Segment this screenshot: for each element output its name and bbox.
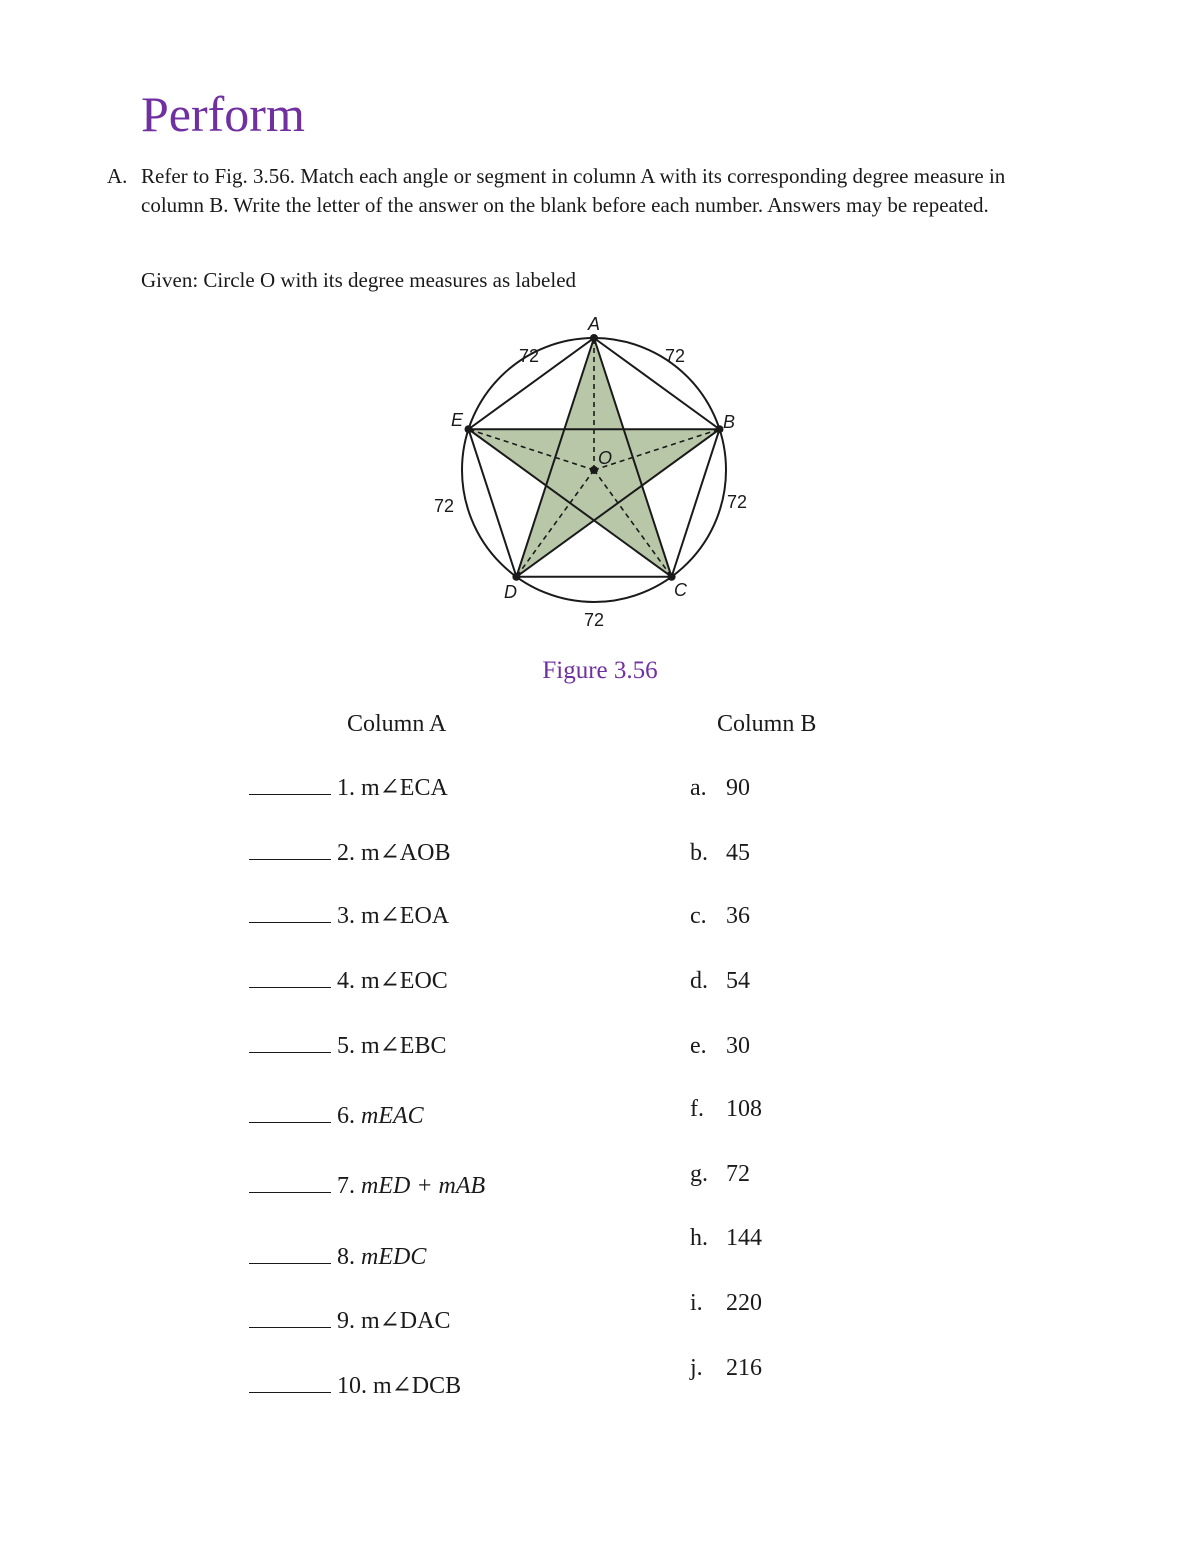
column-a-item: 7. mED + mAB — [249, 1170, 485, 1202]
arc-label-cd: 72 — [584, 610, 605, 630]
arc-label-ea: 72 — [519, 346, 540, 366]
column-b-item: i. 220 — [690, 1290, 762, 1316]
column-b-header: Column B — [717, 711, 817, 737]
column-a-header: Column A — [347, 711, 447, 737]
point-label-a: A — [588, 314, 601, 334]
answer-blank[interactable] — [249, 774, 331, 795]
column-b-item: c. 36 — [690, 903, 750, 929]
circle-star-figure — [430, 306, 770, 646]
figure-caption: Figure 3.56 — [542, 657, 658, 684]
column-b-item: e. 30 — [690, 1033, 750, 1059]
answer-blank[interactable] — [249, 1032, 331, 1053]
column-a-item: 10. m∠DCB — [249, 1370, 461, 1402]
point-label-c: C — [674, 580, 687, 600]
point-label-b: B — [723, 412, 736, 432]
arc-label-ab: 72 — [665, 346, 686, 366]
instructions-text: Refer to Fig. 3.56. Match each angle or segment in column A with its corresponding degree measure in column B. Write the letter of the answer on the blank before each number. Answers may be repeated. — [141, 164, 1006, 217]
column-b-item: b. 45 — [690, 840, 750, 866]
point-label-e: E — [451, 410, 464, 430]
arc-label-bc: 72 — [727, 492, 748, 512]
answer-blank[interactable] — [249, 839, 331, 860]
point-label-o: O — [598, 448, 613, 468]
answer-blank[interactable] — [249, 1243, 331, 1264]
column-b-item: j. 216 — [690, 1355, 762, 1381]
page-heading: Perform — [141, 86, 305, 142]
answer-blank[interactable] — [249, 1307, 331, 1328]
column-a-item: 9. m∠DAC — [249, 1305, 450, 1337]
column-a-item: 6. mEAC — [249, 1100, 424, 1132]
column-b-item: g. 72 — [690, 1161, 750, 1187]
answer-blank[interactable] — [249, 967, 331, 988]
column-a-item: 4. m∠EOC — [249, 965, 448, 997]
column-a-item: 1. m∠ECA — [249, 772, 448, 804]
column-b-item: f. 108 — [690, 1096, 762, 1122]
answer-blank[interactable] — [249, 1102, 331, 1123]
column-a-item: 5. m∠EBC — [249, 1030, 446, 1062]
column-b-item: a. 90 — [690, 775, 750, 801]
answer-blank[interactable] — [249, 902, 331, 923]
item-letter: A. — [107, 164, 128, 188]
column-b-item: h. 144 — [690, 1225, 762, 1251]
arc-label-de: 72 — [434, 496, 455, 516]
column-b-item: d. 54 — [690, 968, 750, 994]
point-label-d: D — [504, 582, 517, 602]
column-a-item: 3. m∠EOA — [249, 900, 449, 932]
column-a-item: 8. mEDC — [249, 1241, 426, 1273]
answer-blank[interactable] — [249, 1372, 331, 1393]
column-a-item: 2. m∠AOB — [249, 837, 450, 869]
given-statement: Given: Circle O with its degree measures as labeled — [141, 268, 577, 292]
answer-blank[interactable] — [249, 1172, 331, 1193]
